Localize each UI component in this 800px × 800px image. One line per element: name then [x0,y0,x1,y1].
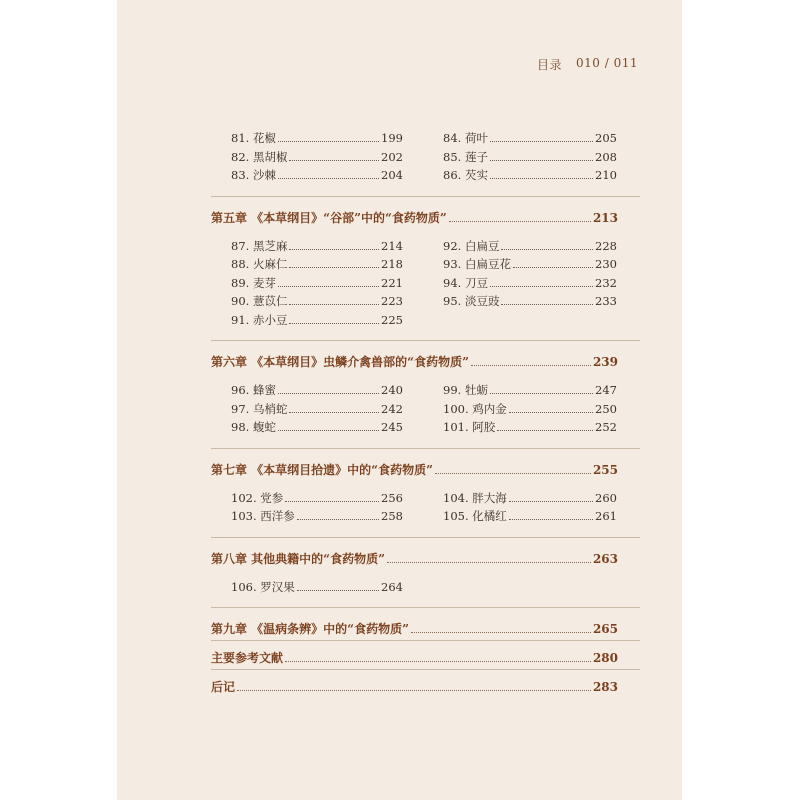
toc-entry-title: 101. 阿胶 [443,420,496,434]
toc-entry-page: 239 [592,355,618,369]
toc-entry-page: 280 [592,651,618,665]
toc-entry-page: 240 [381,383,403,397]
toc-entry-title: 98. 蝮蛇 [231,420,276,434]
leader-dots [490,159,593,161]
leader-dots [278,177,379,179]
toc-entry-title: 第七章 《本草纲目拾遗》中的“食药物质” [211,462,433,477]
toc-entry-page: 261 [595,509,617,523]
leader-dots [297,589,379,591]
leader-dots [411,631,591,633]
toc-entry[interactable] [443,419,617,435]
leader-dots [278,392,379,394]
leader-dots [278,140,379,142]
toc-entry[interactable] [443,382,617,398]
toc-entry[interactable] [231,419,403,435]
leader-dots [471,364,591,366]
toc-entry-title: 86. 芡实 [443,168,488,182]
leader-dots [513,266,593,268]
toc-entry-title: 103. 西洋参 [231,509,295,523]
toc-entry-page: 242 [381,401,403,416]
toc-entry-title: 93. 白扁豆花 [443,257,511,271]
leader-dots [289,248,379,250]
leader-dots [490,177,593,179]
toc-entry[interactable] [443,275,617,291]
leader-dots [497,429,593,431]
toc-entry[interactable] [231,149,403,165]
toc-entry-page: 232 [595,275,617,290]
toc-entry-page: 256 [381,490,403,505]
leader-dots [285,660,591,662]
leader-dots [490,392,593,394]
toc-entry[interactable] [231,130,403,146]
leader-dots [490,140,593,142]
toc-entry-title: 104. 胖大海 [443,490,507,505]
toc-entry[interactable] [443,149,617,165]
toc-entry-title: 87. 黑芝麻 [231,238,288,253]
section-divider [211,537,640,538]
toc-entry-page: 210 [595,168,617,182]
toc-entry[interactable] [231,579,403,595]
chapter-entry[interactable] [211,354,618,370]
toc-entry[interactable] [443,167,617,183]
section-divider [211,669,640,670]
leader-dots [237,689,591,691]
toc-entry-title: 后记 [211,680,236,694]
section-divider [211,448,640,449]
toc-entry[interactable] [231,490,403,506]
leader-dots [297,518,379,520]
chapter-entry[interactable] [211,462,618,478]
toc-entry[interactable] [231,382,403,398]
toc-entry-title: 90. 薏苡仁 [231,294,288,308]
toc-page [117,0,682,800]
leader-dots [509,500,593,502]
toc-entry-page: 250 [595,401,617,416]
toc-entry-title: 105. 化橘红 [443,509,507,523]
chapter-entry[interactable] [211,650,618,666]
toc-entry-title: 82. 黑胡椒 [231,149,288,164]
toc-entry[interactable] [231,293,403,309]
section-divider [211,340,640,341]
leader-dots [501,303,593,305]
toc-entry-page: 228 [595,238,617,253]
toc-entry-page: 202 [381,149,403,164]
toc-entry[interactable] [231,275,403,291]
toc-entry-title: 96. 蜂蜜 [231,383,276,397]
toc-entry[interactable] [231,238,403,254]
leader-dots [509,518,593,520]
leader-dots [387,561,591,563]
toc-entry-page: 223 [381,294,403,308]
toc-entry-title: 89. 麦芽 [231,275,276,290]
toc-entry-title: 95. 淡豆豉 [443,294,500,308]
leader-dots [509,411,593,413]
leader-dots [501,248,593,250]
toc-entry-title: 97. 乌梢蛇 [231,401,288,416]
toc-entry[interactable] [231,256,403,272]
toc-entry-page: 247 [595,383,617,397]
toc-entry-title: 100. 鸡内金 [443,401,507,416]
toc-entry-page: 230 [595,257,617,271]
toc-entry[interactable] [443,508,617,524]
toc-entry-title: 主要参考文献 [211,651,284,665]
toc-entry-title: 第六章 《本草纲目》虫鳞介禽兽部的“食药物质” [211,355,469,369]
chapter-entry[interactable] [211,679,618,695]
chapter-entry[interactable] [211,621,618,637]
toc-entry-page: 265 [592,622,618,636]
toc-entry[interactable] [443,293,617,309]
section-divider [211,640,640,641]
leader-dots [490,285,593,287]
leader-dots [289,411,379,413]
toc-entry-page: 208 [595,149,617,164]
toc-entry-title: 88. 火麻仁 [231,257,288,271]
toc-entry-page: 255 [592,462,618,477]
toc-entry-page: 199 [381,131,403,145]
toc-entry-page: 213 [592,210,618,225]
toc-entry-page: 258 [381,509,403,523]
toc-entry-page: 263 [592,551,618,566]
toc-entry[interactable] [443,256,617,272]
toc-entry-page: 245 [381,420,403,434]
leader-dots [289,159,379,161]
toc-entry-page: 252 [595,420,617,434]
toc-entry-title: 第九章 《温病条辨》中的“食药物质” [211,622,409,636]
toc-entry[interactable] [231,312,403,328]
chapter-entry[interactable] [211,551,618,567]
toc-entry-page: 214 [381,238,403,253]
toc-entry-title: 99. 牡蛎 [443,383,488,397]
toc-entry[interactable] [443,401,617,417]
leader-dots [278,285,379,287]
toc-entry-page: 204 [381,168,403,182]
leader-dots [435,472,591,474]
toc-entry[interactable] [443,238,617,254]
toc-entry-title: 第五章 《本草纲目》“谷部”中的“食药物质” [211,210,447,225]
toc-entry-page: 283 [592,680,618,694]
page-header [537,56,638,73]
header-page-numbers: 010 / 011 [576,56,638,70]
toc-entry-title: 83. 沙棘 [231,168,276,182]
toc-entry-title: 84. 荷叶 [443,131,488,145]
toc-entry[interactable] [231,401,403,417]
toc-entry-page: 225 [381,312,403,327]
toc-entry-title: 85. 莲子 [443,149,488,164]
leader-dots [289,322,379,324]
toc-entry-page: 221 [381,275,403,290]
toc-entry[interactable] [443,490,617,506]
toc-entry-page: 218 [381,257,403,271]
section-divider [211,196,640,197]
toc-entry-page: 205 [595,131,617,145]
header-section: 目录 [537,58,563,72]
toc-entry-page: 264 [381,579,403,594]
toc-entry[interactable] [231,508,403,524]
toc-entry[interactable] [443,130,617,146]
toc-entry-page: 233 [595,294,617,308]
chapter-entry[interactable] [211,210,618,226]
toc-entry-title: 106. 罗汉果 [231,579,295,594]
toc-entry-page: 260 [595,490,617,505]
toc-entry-title: 第八章 其他典籍中的“食药物质” [211,551,385,566]
toc-entry[interactable] [231,167,403,183]
toc-entry-title: 92. 白扁豆 [443,238,500,253]
leader-dots [289,303,379,305]
leader-dots [278,429,379,431]
leader-dots [289,266,379,268]
leader-dots [449,220,591,222]
leader-dots [285,500,379,502]
toc-entry-title: 102. 党参 [231,490,284,505]
toc-entry-title: 91. 赤小豆 [231,312,288,327]
section-divider [211,607,640,608]
toc-entry-title: 81. 花椒 [231,131,276,145]
toc-entry-title: 94. 刀豆 [443,275,488,290]
